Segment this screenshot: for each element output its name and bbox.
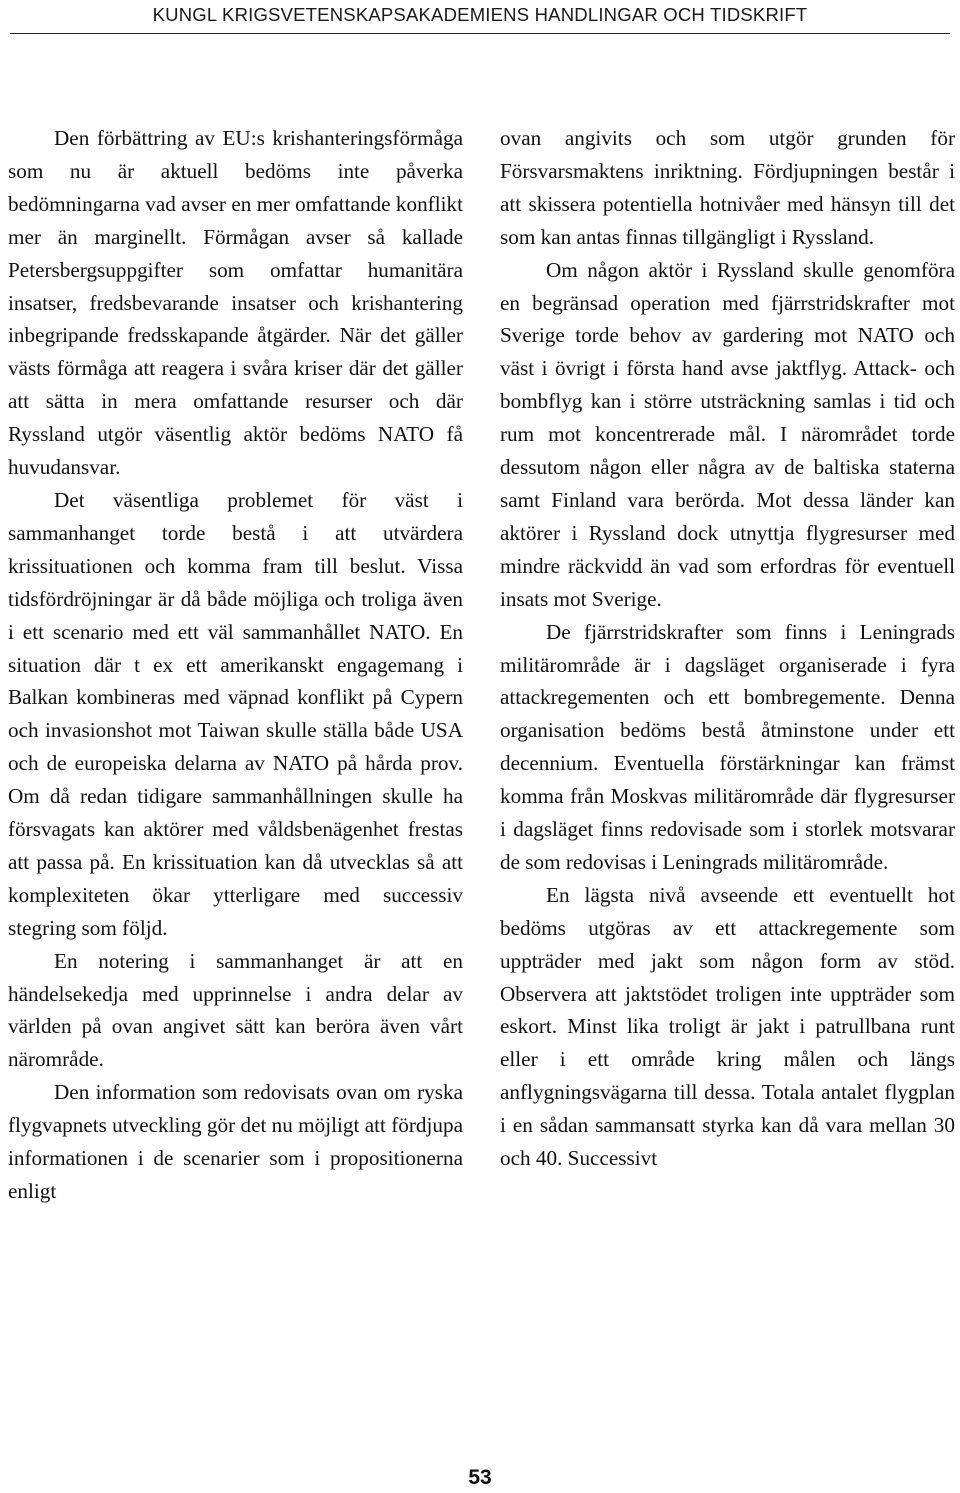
left-paragraph-4: Den information som redovisats ovan om ryska flygvapnets utveckling gör det nu möjligt att fördjupa informationen i de scenarier som i propositionerna enligt (8, 1080, 463, 1203)
left-column (8, 122, 463, 1208)
right-paragraph-3: En lägsta nivå avseende ett eventuellt hot bedöms utgöras av ett attackregemente som uppträder med jakt som någon form av stöd. Observera att jaktstödet troligen inte uppträder som eskort. Minst lika troligt är jakt i patrullbana runt eller i ett område kring målen och längs anflygningsvägarna till dessa. Totala antalet flygplan i en sådan sammansatt styrka kan då vara mellan 30 och 40. Successivt (500, 882, 955, 1171)
left-paragraph-2: Det väsentliga problemet för väst i sammanhanget torde bestå i att utvärdera krissituationen och komma fram till beslut. Vissa tidsfördröjningar är då både möjliga och troliga även i ett scenario med ett väl sammanhållet NATO. En situation där t ex ett amerikanskt engagemang i Balkan kombineras med väpnad konflikt på Cypern och invasionshot mot Taiwan skulle ställa både USA och de europeiska delarna av NATO på hårda prov. Om då redan tidigare sammanhållningen skulle ha försvagats kan aktörer med våldsbenägenhet frestas att passa på. En krissituation kan då utvecklas så att komplexiteten ökar ytterligare med successiv stegring som följd. (8, 487, 463, 940)
running-header: KUNGL KRIGSVETENSKAPSAKADEMIENS HANDLINGAR OCH TIDSKRIFT (152, 4, 808, 25)
right-paragraph-1: Om någon aktör i Ryssland skulle genomföra en begränsad operation med fjärrstridskrafter mot Sverige torde behov av gardering mot NATO och väst i övrigt i första hand avse jaktflyg. Attack- och bombflyg kan i större utsträckning samlas i tid och rum mot koncentrerade mål. I närområdet torde dessutom någon eller några av de baltiska staterna samt Finland vara berörda. Mot dessa länder kan aktörer i Ryssland dock utnyttja flygresurser med mindre räckvidd än vad som erfordras för eventuell insats mot Sverige. (500, 257, 955, 611)
page-number: 53 (468, 1466, 492, 1489)
right-column (500, 122, 955, 1175)
right-continuation: ovan angivits och som utgör grunden för Försvarsmaktens inriktning. Fördjupningen består i att skissera potentiella hotnivåer med hänsyn till det som kan antas finnas tillgängligt i Ryssland. (500, 126, 955, 249)
header-rule (10, 33, 950, 34)
right-paragraph-2: De fjärrstridskrafter som finns i Leningrads militärområde är i dagsläget organiserade i fyra attackregementen och ett bombregemente. Denna organisation bedöms bestå åtminstone under ett decennium. Eventuella förstärkningar kan främst komma från Moskvas militärområde där flygresurser i dagsläget finns redovisade som i storlek motsvarar de som redovisas i Leningrads militärområde. (500, 619, 955, 874)
left-paragraph-3: En notering i sammanhanget är att en händelsekedja med upprinnelse i andra delar av världen på ovan angivet sätt kan beröra även vårt närområde. (8, 948, 463, 1072)
left-paragraph-1: Den förbättring av EU:s krishanteringsförmåga som nu är aktuell bedöms inte påverka bedömningarna vad avser en mer omfattande konflikt mer än marginellt. Förmågan avser så kallade Petersbergsuppgifter som omfattar humanitära insatser, fredsbevarande insatser och krishantering inbegripande fredsskapande åtgärder. När det gäller västs förmåga att reagera i svåra kriser där det gäller att sätta in mera omfattande resurser och där Ryssland utgör väsentlig aktör bedöms NATO få huvudansvar. (8, 126, 463, 480)
